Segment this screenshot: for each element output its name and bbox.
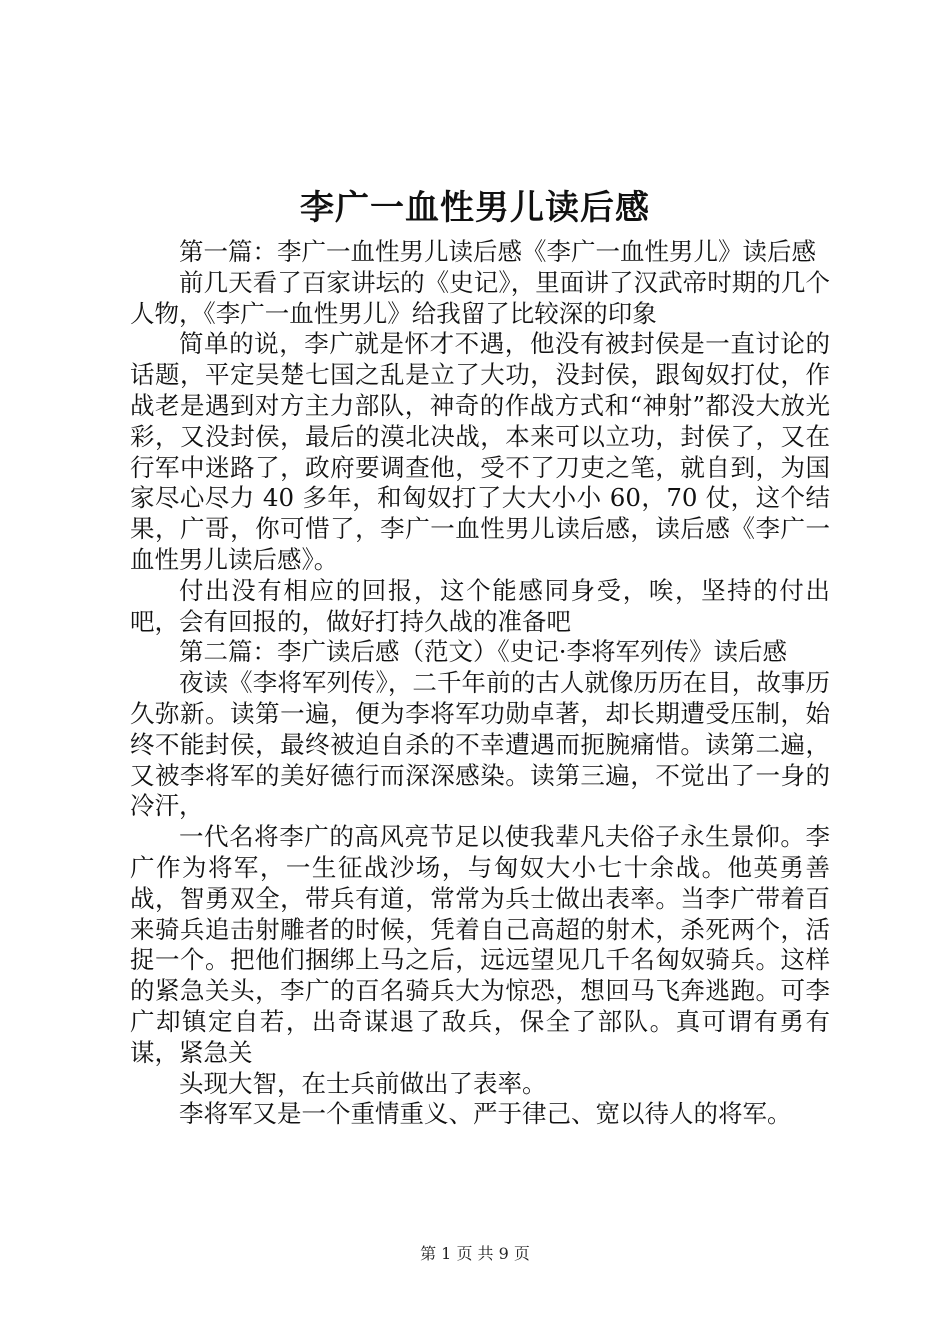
page-number: 第 1 页 共 9 页: [420, 1244, 530, 1263]
paragraph: 夜读《李将军列传》，二千年前的古人就像历历在目，故事历久弥新。读第一遍，便为李将军功勋卓著，却长期遭受压制，始终不能封侯，最终被迫自杀的不幸遭遇而扼腕痛惜。读第二遍，又被李将军的美好德行而深深感染。读第三遍，不觉出了一身的冷汗，: [130, 668, 830, 821]
paragraph: 第一篇：李广一血性男儿读后感《李广一血性男儿》读后感: [179, 237, 816, 266]
paragraph: 付出没有相应的回报，这个能感同身受，唉，坚持的付出吧，会有回报的，做好打持久战的准备吧: [130, 575, 830, 636]
paragraph: 前几天看了百家讲坛的《史记》，里面讲了汉武帝时期的几个人物，《李广一血性男儿》给我留了比较深的印象: [130, 267, 830, 328]
paragraph: 李将军又是一个重情重义、严于律己、宽以待人的将军。: [179, 1099, 792, 1129]
paragraph: 一代名将李广的高风亮节足以使我辈凡夫俗子永生景仰。李广作为将军，一生征战沙场，与匈奴大小七十余战。他英勇善战，智勇双全，带兵有道，常常为兵士做出表率。当李广带着百来骑兵追击射雕者的时候，凭着自己高超的射术，杀死两个，活捉一个。把他们捆绑上马之后，远远望见几千名匈奴骑兵。这样的紧急关头，李广的百名骑兵大为惊恐，想回马飞奔逃跑。可李广却镇定自若，出奇谋退了敌兵，保全了部队。真可谓有勇有谋，紧急关: [130, 822, 830, 1067]
paragraph: 头现大智，在士兵前做出了表率。: [179, 1068, 547, 1098]
paragraph: 第二篇：李广读后感（范文）《史记·李将军列传》读后感: [179, 637, 788, 667]
document-title: 李广一血性男儿读后感: [300, 188, 650, 228]
paragraph: 简单的说，李广就是怀才不遇，他没有被封侯是一直讨论的话题，平定吴楚七国之乱是立了大功，没封侯，跟匈奴打仗，作战老是遇到对方主力部队，神奇的作战方式和“神射”都没大放光彩，又没封侯，最后的漠北决战，本来可以立功，封侯了，又在行军中迷路了，政府要调查他，受不了刀吏之笔，就自到，为国家尽心尽力 40 多年，和匈奴打了大大小小 60，70 仗，这个结果，广哥，你可惜了，李广一血性男儿读后感，读后感《李广一血性男儿读后感》。: [130, 329, 830, 574]
document-body: [130, 237, 830, 1130]
